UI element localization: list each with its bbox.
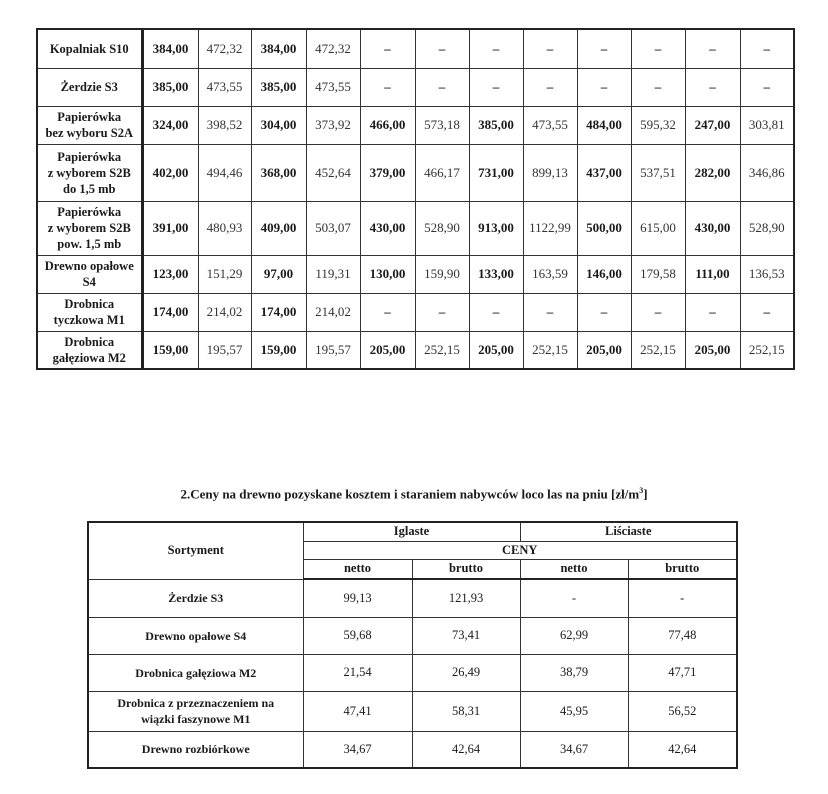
price-table-1 (36, 28, 795, 370)
row-label-line: Żerdzie S3 (60, 80, 118, 94)
price-netto-cell: – (685, 68, 740, 106)
price-brutto-cell: 252,15 (631, 331, 685, 369)
price-netto-cell: 466,00 (360, 106, 415, 144)
header-brutto-iglaste: brutto (412, 559, 520, 579)
price-brutto-cell: 346,86 (740, 144, 794, 201)
price-netto-cell: – (360, 293, 415, 331)
row-label-line: pow. 1,5 mb (57, 237, 122, 251)
price-netto-cell: – (469, 293, 523, 331)
price-netto-cell: 282,00 (685, 144, 740, 201)
price-brutto-cell: 214,02 (306, 293, 360, 331)
price-brutto-cell: 373,92 (306, 106, 360, 144)
price-brutto-cell: 252,15 (740, 331, 794, 369)
price-brutto-cell: 119,31 (306, 255, 360, 293)
header-brutto-lisciaste: brutto (628, 559, 737, 579)
price-netto-cell: – (360, 29, 415, 68)
price-brutto-cell: 494,46 (198, 144, 251, 201)
table-row (37, 68, 794, 106)
row-label-line: z wyborem S2B (47, 165, 131, 180)
price-netto-cell: 385,00 (142, 68, 198, 106)
lisciaste-netto-cell: 34,67 (520, 731, 628, 768)
price-netto-cell: 304,00 (251, 106, 306, 144)
lisciaste-brutto-cell: 47,71 (628, 654, 737, 691)
row-label-line: Drewno rozbiórkowe (141, 742, 250, 757)
row-label-line: z wyborem S2B (47, 221, 131, 235)
iglaste-netto-cell: 34,67 (303, 731, 412, 768)
row-label (88, 731, 303, 768)
price-brutto-cell: 252,15 (523, 331, 577, 369)
price-brutto-cell: 195,57 (198, 331, 251, 369)
price-brutto-cell: – (740, 68, 794, 106)
row-label-line: wiązki faszynowe M1 (141, 712, 251, 726)
price-netto-cell: 97,00 (251, 255, 306, 293)
price-brutto-cell: 595,32 (631, 106, 685, 144)
price-netto-cell: 500,00 (577, 201, 631, 255)
price-netto-cell: 205,00 (360, 331, 415, 369)
price-brutto-cell: 473,55 (198, 68, 251, 106)
row-label (88, 691, 303, 731)
price-brutto-cell: – (740, 293, 794, 331)
price-brutto-cell: 252,15 (415, 331, 469, 369)
price-brutto-cell: – (523, 293, 577, 331)
row-label (37, 29, 142, 68)
price-netto-cell: 385,00 (251, 68, 306, 106)
price-netto-cell: – (577, 29, 631, 68)
price-brutto-cell: – (631, 29, 685, 68)
price-brutto-cell: 573,18 (415, 106, 469, 144)
lisciaste-netto-cell: - (520, 579, 628, 617)
lisciaste-brutto-cell: 56,52 (628, 691, 737, 731)
price-brutto-cell: – (631, 68, 685, 106)
row-label (37, 293, 142, 331)
price-netto-cell: 430,00 (360, 201, 415, 255)
price-brutto-cell: – (631, 293, 685, 331)
price-brutto-cell: – (740, 29, 794, 68)
table-row (88, 617, 737, 654)
price-brutto-cell: 528,90 (415, 201, 469, 255)
header-netto-iglaste: netto (303, 559, 412, 579)
price-netto-cell: 159,00 (142, 331, 198, 369)
price-netto-cell: 324,00 (142, 106, 198, 144)
price-brutto-cell: 159,90 (415, 255, 469, 293)
price-netto-cell: 379,00 (360, 144, 415, 201)
iglaste-netto-cell: 59,68 (303, 617, 412, 654)
header-ceny: CENY (303, 541, 737, 559)
price-netto-cell: 205,00 (577, 331, 631, 369)
table-row (37, 255, 794, 293)
iglaste-brutto-cell: 42,64 (412, 731, 520, 768)
iglaste-netto-cell: 47,41 (303, 691, 412, 731)
lisciaste-brutto-cell: - (628, 579, 737, 617)
price-netto-cell: 123,00 (142, 255, 198, 293)
price-netto-cell: 174,00 (142, 293, 198, 331)
price-brutto-cell: – (415, 68, 469, 106)
price-netto-cell: 384,00 (142, 29, 198, 68)
table-row (88, 731, 737, 768)
row-label-line: Drewno opałowe (44, 259, 134, 273)
price-brutto-cell: 466,17 (415, 144, 469, 201)
price-netto-cell: 384,00 (251, 29, 306, 68)
price-netto-cell: 247,00 (685, 106, 740, 144)
price-netto-cell: 731,00 (469, 144, 523, 201)
price-netto-cell: 402,00 (142, 144, 198, 201)
price-netto-cell: 174,00 (251, 293, 306, 331)
section-2-title: 2.Ceny na drewno pozyskane kosztem i staraniem nabywców loco las na pniu $[zł/m^3]$ (180, 486, 648, 502)
price-brutto-cell: 151,29 (198, 255, 251, 293)
row-label-line: Drewno opałowe S4 (145, 628, 247, 643)
row-label-line: S4 (82, 275, 96, 289)
table-row (37, 201, 794, 255)
price-brutto-cell: 472,32 (306, 29, 360, 68)
row-label (37, 106, 142, 144)
price-brutto-cell: 899,13 (523, 144, 577, 201)
table-row (88, 579, 737, 617)
price-brutto-cell: 214,02 (198, 293, 251, 331)
iglaste-brutto-cell: 26,49 (412, 654, 520, 691)
row-label-line: Papierówka (57, 149, 122, 164)
price-brutto-cell: 537,51 (631, 144, 685, 201)
price-brutto-cell: 398,52 (198, 106, 251, 144)
row-label (37, 331, 142, 369)
row-label-line: tyczkowa M1 (53, 313, 125, 327)
header-lisciaste: Liściaste (520, 522, 737, 541)
price-brutto-cell: 473,55 (306, 68, 360, 106)
price-brutto-cell: – (415, 29, 469, 68)
row-label (88, 579, 303, 617)
price-brutto-cell: – (523, 29, 577, 68)
row-label-line: Drobnica z przeznaczeniem na (117, 696, 275, 710)
row-label (88, 617, 303, 654)
price-netto-cell: 430,00 (685, 201, 740, 255)
header-iglaste: Iglaste (303, 522, 520, 541)
price-netto-cell: – (685, 29, 740, 68)
price-brutto-cell: – (523, 68, 577, 106)
price-netto-cell: 133,00 (469, 255, 523, 293)
iglaste-netto-cell: 99,13 (303, 579, 412, 617)
price-brutto-cell: – (415, 293, 469, 331)
row-label-line: Drobnica (64, 297, 115, 311)
table-row (37, 331, 794, 369)
price-netto-cell: 130,00 (360, 255, 415, 293)
price-brutto-cell: 163,59 (523, 255, 577, 293)
row-label (88, 654, 303, 691)
price-brutto-cell: 195,57 (306, 331, 360, 369)
row-label-line: Żerdzie S3 (168, 591, 224, 605)
table-row (37, 29, 794, 68)
price-netto-cell: 205,00 (685, 331, 740, 369)
table-row (88, 691, 737, 731)
row-label-line: Papierówka (57, 110, 122, 124)
price-netto-cell: 484,00 (577, 106, 631, 144)
table-row (37, 144, 794, 201)
row-label-line: do 1,5 mb (63, 181, 116, 196)
price-brutto-cell: 303,81 (740, 106, 794, 144)
lisciaste-netto-cell: 45,95 (520, 691, 628, 731)
header-sortyment: Sortyment (88, 522, 303, 579)
row-label-line: Drobnica (64, 334, 115, 349)
price-brutto-cell: 480,93 (198, 201, 251, 255)
row-label (37, 68, 142, 106)
price-table-2 (87, 521, 738, 769)
row-label (37, 144, 142, 201)
price-netto-cell: 913,00 (469, 201, 523, 255)
row-label-line: Papierówka (57, 205, 122, 219)
price-netto-cell: – (469, 68, 523, 106)
lisciaste-netto-cell: 62,99 (520, 617, 628, 654)
lisciaste-netto-cell: 38,79 (520, 654, 628, 691)
row-label-line: Kopalniak S10 (49, 41, 129, 56)
table-row (88, 654, 737, 691)
price-brutto-cell: 452,64 (306, 144, 360, 201)
price-brutto-cell: 473,55 (523, 106, 577, 144)
price-netto-cell: – (685, 293, 740, 331)
price-netto-cell: – (577, 293, 631, 331)
price-brutto-cell: 136,53 (740, 255, 794, 293)
price-netto-cell: 159,00 (251, 331, 306, 369)
price-netto-cell: – (577, 68, 631, 106)
price-brutto-cell: 503,07 (306, 201, 360, 255)
iglaste-brutto-cell: 121,93 (412, 579, 520, 617)
lisciaste-brutto-cell: 77,48 (628, 617, 737, 654)
price-brutto-cell: 528,90 (740, 201, 794, 255)
price-brutto-cell: 1122,99 (523, 201, 577, 255)
price-netto-cell: 437,00 (577, 144, 631, 201)
table-row (37, 106, 794, 144)
table-row (37, 293, 794, 331)
iglaste-brutto-cell: 73,41 (412, 617, 520, 654)
price-netto-cell: 368,00 (251, 144, 306, 201)
price-netto-cell: 146,00 (577, 255, 631, 293)
row-label-line: gałęziowa M2 (52, 350, 126, 365)
iglaste-netto-cell: 21,54 (303, 654, 412, 691)
price-netto-cell: 205,00 (469, 331, 523, 369)
price-netto-cell: – (360, 68, 415, 106)
row-label (37, 201, 142, 255)
price-netto-cell: – (469, 29, 523, 68)
iglaste-brutto-cell: 58,31 (412, 691, 520, 731)
price-netto-cell: 409,00 (251, 201, 306, 255)
price-brutto-cell: 179,58 (631, 255, 685, 293)
price-netto-cell: 111,00 (685, 255, 740, 293)
header-netto-lisciaste: netto (520, 559, 628, 579)
price-brutto-cell: 615,00 (631, 201, 685, 255)
row-label (37, 255, 142, 293)
row-label-line: Drobnica gałęziowa M2 (135, 665, 257, 680)
lisciaste-brutto-cell: 42,64 (628, 731, 737, 768)
price-netto-cell: 385,00 (469, 106, 523, 144)
price-netto-cell: 391,00 (142, 201, 198, 255)
price-brutto-cell: 472,32 (198, 29, 251, 68)
row-label-line: bez wyboru S2A (45, 126, 133, 140)
